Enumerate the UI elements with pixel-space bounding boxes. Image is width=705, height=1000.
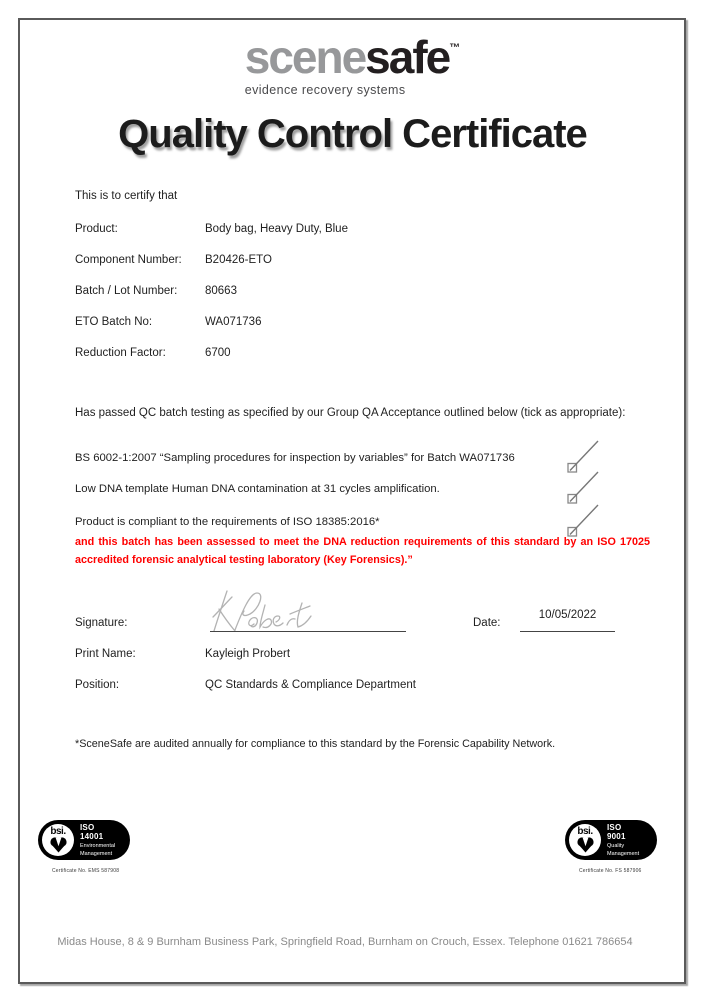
badge-text <box>607 823 639 858</box>
certificate-number: Certificate No. FS 587906 <box>579 868 642 874</box>
field-value: Body bag, Heavy Duty, Blue <box>205 223 348 235</box>
signature-line <box>210 631 406 632</box>
iso-desc-line2: Management <box>607 851 640 857</box>
field-value: 80663 <box>205 285 237 297</box>
bsi-kitemark-icon <box>576 837 595 853</box>
trademark-symbol: ™ <box>449 42 461 54</box>
iso-standard-line2: 9001 <box>607 831 626 841</box>
iso-standard-line1: ISO <box>607 822 622 832</box>
checklist-item-bs6002: BS 6002-1:2007 “Sampling procedures for inspection by variables” for Batch WA071736 <box>75 452 515 464</box>
logo-wordmark <box>244 31 461 83</box>
position-value: QC Standards & Compliance Department <box>205 679 416 691</box>
iso-desc-line2: Management <box>80 851 113 857</box>
handwritten-signature <box>205 586 405 634</box>
field-batch-lot-number <box>75 282 348 300</box>
bsi-badge-pill <box>565 820 657 860</box>
audit-footnote: *SceneSafe are audited annually for compliance to this standard by the Forensic Capability Network. <box>75 738 556 750</box>
position-label: Position: <box>75 679 120 691</box>
bsi-logo <box>42 824 74 856</box>
iso-standard-line2: 14001 <box>80 831 104 841</box>
iso-standard-line1: ISO <box>80 822 95 832</box>
field-reduction-factor <box>75 344 348 362</box>
bsi-wordmark: bsi. <box>50 826 66 837</box>
print-name-label: Print Name: <box>75 648 136 660</box>
title-part1: Quality Control <box>118 112 393 156</box>
field-product <box>75 220 348 238</box>
bsi-badge-pill <box>38 820 130 860</box>
checklist-item-low-dna: Low DNA template Human DNA contamination at 31 cycles amplification. <box>75 483 440 495</box>
badge-text <box>80 823 115 858</box>
header <box>0 31 705 99</box>
checklist-item-iso18385: Product is compliant to the requirements of ISO 18385:2016* <box>75 516 380 528</box>
logo-tagline: evidence recovery systems <box>244 83 406 97</box>
field-label: Batch / Lot Number: <box>75 285 178 297</box>
date-value: 10/05/2022 <box>538 609 597 621</box>
title-part2: Certificate <box>392 112 587 156</box>
date-label: Date: <box>473 617 501 629</box>
bsi-logo <box>569 824 601 856</box>
scenesafe-logo <box>244 31 461 97</box>
bsi-wordmark: bsi. <box>577 826 593 837</box>
page-title <box>0 112 705 157</box>
certify-intro: This is to certify that <box>75 190 178 202</box>
date-line <box>520 631 615 632</box>
field-label: Component Number: <box>75 254 182 266</box>
field-label: Product: <box>75 223 118 235</box>
field-eto-batch-no <box>75 313 348 331</box>
logo-safe: safe <box>365 31 450 83</box>
bsi-iso14001-badge <box>38 820 158 874</box>
bsi-kitemark-icon <box>49 837 68 853</box>
field-label: ETO Batch No: <box>75 316 153 328</box>
logo-scene: scene <box>244 31 366 83</box>
field-label: Reduction Factor: <box>75 347 166 359</box>
iso-desc-line1: Quality <box>607 842 625 849</box>
field-value: 6700 <box>205 347 231 359</box>
iso-desc-line1: Environmental <box>80 842 116 849</box>
signature-label: Signature: <box>75 617 128 629</box>
checkbox-tick-icon <box>566 469 600 505</box>
certificate-fields <box>75 220 348 375</box>
field-value: WA071736 <box>205 316 262 328</box>
bsi-iso9001-badge <box>565 820 685 874</box>
qc-statement: Has passed QC batch testing as specified by our Group QA Acceptance outlined below (tick as appropriate): <box>75 407 626 419</box>
print-name-value: Kayleigh Probert <box>205 648 291 660</box>
certificate-number: Certificate No. EMS 587908 <box>52 868 120 874</box>
address-footer: Midas House, 8 & 9 Burnham Business Park, Springfield Road, Burnham on Crouch, Essex. Telephone 01621 786654 <box>57 936 633 948</box>
field-component-number <box>75 251 348 269</box>
dna-reduction-note: and this batch has been assessed to meet the DNA reduction requirements of this standard by an ISO 17025 accredited forensic analytical testing laboratory (Key Forensics).” <box>75 536 650 566</box>
field-value: B20426-ETO <box>205 254 272 266</box>
